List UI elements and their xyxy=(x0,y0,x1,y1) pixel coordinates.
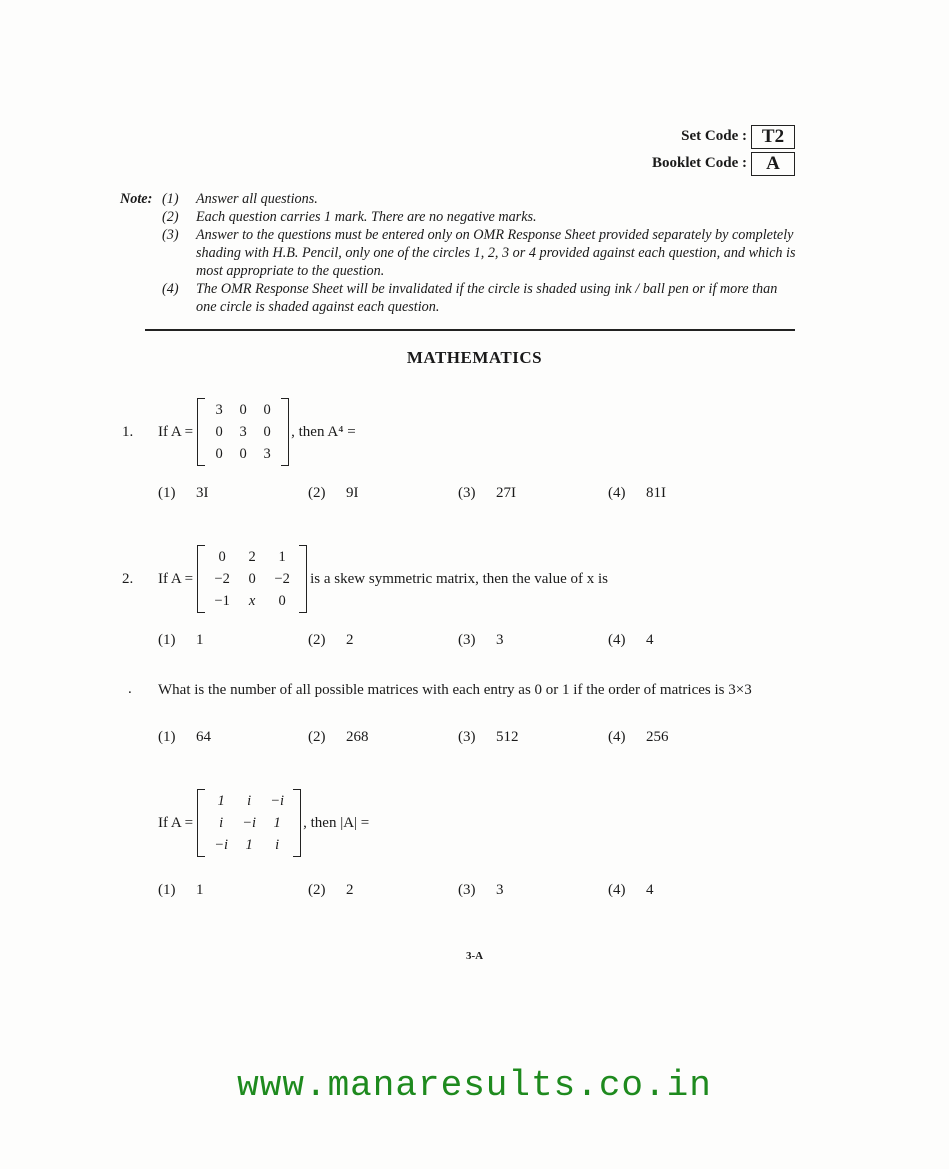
subject-title: MATHEMATICS xyxy=(406,348,543,367)
matrix-cell: 0 xyxy=(218,548,226,565)
option-number: (1) xyxy=(158,882,176,898)
option-text: 81I xyxy=(646,485,666,501)
matrix-cell: 0 xyxy=(239,445,247,462)
matrix-cell: −i xyxy=(214,836,229,853)
question-number: . xyxy=(128,681,132,697)
option-text: 512 xyxy=(496,729,519,745)
matrix-cell: 0 xyxy=(215,423,223,440)
question-text: What is the number of all possible matrices with each entry as 0 or 1 if the order of matrices is 3×3 xyxy=(158,682,752,698)
option-number: (4) xyxy=(608,882,626,898)
option xyxy=(608,729,758,746)
option xyxy=(608,485,758,502)
instructions xyxy=(120,190,800,316)
question-4 xyxy=(158,789,369,857)
matrix-cell: 0 xyxy=(263,423,271,440)
note-item xyxy=(120,280,800,316)
option-text: 3 xyxy=(496,632,504,648)
option-text: 1 xyxy=(196,632,204,648)
option xyxy=(158,729,308,746)
option-number: (1) xyxy=(158,729,176,745)
booklet-code-row xyxy=(652,150,795,177)
matrix-cell: 0 xyxy=(215,445,223,462)
matrix-cell: 0 xyxy=(278,592,286,609)
option xyxy=(458,485,608,502)
question-number: 2. xyxy=(122,570,134,587)
option-text: 4 xyxy=(646,882,654,898)
right-bracket xyxy=(293,789,301,857)
note-item xyxy=(120,208,800,226)
option-number: (1) xyxy=(158,485,176,501)
matrix-cell: 0 xyxy=(248,570,256,587)
option-text: 4 xyxy=(646,632,654,648)
matrix-cell: i xyxy=(247,792,252,809)
question-3 xyxy=(128,681,808,700)
right-bracket xyxy=(281,398,289,466)
option-text: 3 xyxy=(496,882,504,898)
note-number: (3) xyxy=(162,227,179,243)
question-suffix: , then |A| = xyxy=(303,814,370,831)
matrix-cell: −i xyxy=(242,814,257,831)
option-text: 256 xyxy=(646,729,669,745)
option-number: (3) xyxy=(458,729,476,745)
option-text: 2 xyxy=(346,632,354,648)
options-1 xyxy=(158,485,758,502)
question-2 xyxy=(122,545,608,613)
option xyxy=(458,729,608,746)
option-number: (4) xyxy=(608,632,626,648)
option-number: (4) xyxy=(608,485,626,501)
options-3 xyxy=(158,729,758,746)
set-code-label: Set Code : xyxy=(681,128,747,144)
note-text: Each question carries 1 mark. There are no negative marks. xyxy=(196,209,537,225)
option-number: (2) xyxy=(308,882,326,898)
question-prefix: If A = xyxy=(158,423,194,440)
exam-codes xyxy=(652,123,795,177)
matrix-cell: i xyxy=(219,814,224,831)
matrix xyxy=(197,789,301,857)
option-text: 268 xyxy=(346,729,369,745)
option-number: (1) xyxy=(158,632,176,648)
note-number: (2) xyxy=(162,209,179,225)
option-number: (3) xyxy=(458,632,476,648)
note-text: The OMR Response Sheet will be invalidated if the circle is shaded using ink / ball pen or if more than one circle is shaded against each question. xyxy=(196,281,778,315)
matrix-cell: −i xyxy=(270,792,285,809)
page-number: 3-A xyxy=(465,950,484,962)
option-number: (4) xyxy=(608,729,626,745)
option-text: 3I xyxy=(196,485,209,501)
question-1 xyxy=(122,398,356,466)
option xyxy=(308,882,458,899)
note-label: Note: xyxy=(120,191,153,207)
matrix-cell: 3 xyxy=(239,423,247,440)
matrix-cell: 3 xyxy=(263,445,271,462)
matrix-cell: −2 xyxy=(214,570,230,587)
option xyxy=(608,632,758,649)
matrix-cell: 1 xyxy=(273,814,281,831)
option-text: 27I xyxy=(496,485,516,501)
matrix-cell: 1 xyxy=(217,792,225,809)
question-prefix: If A = xyxy=(158,814,194,831)
option-number: (2) xyxy=(308,485,326,501)
left-bracket xyxy=(197,398,205,466)
question-suffix: is a skew symmetric matrix, then the value of x is xyxy=(310,570,608,587)
option xyxy=(458,632,608,649)
matrix xyxy=(197,398,289,466)
note-item xyxy=(120,190,800,208)
left-bracket xyxy=(197,545,205,613)
note-text: Answer all questions. xyxy=(196,191,318,207)
option xyxy=(308,485,458,502)
option xyxy=(308,729,458,746)
booklet-code-value: A xyxy=(751,152,795,176)
matrix-cell: 1 xyxy=(278,548,286,565)
question-prefix: If A = xyxy=(158,570,194,587)
note-number: (1) xyxy=(162,191,179,207)
matrix-cell: −1 xyxy=(214,592,230,609)
matrix-cell: 1 xyxy=(245,836,253,853)
matrix-cell: 0 xyxy=(263,401,271,418)
option xyxy=(158,632,308,649)
option-text: 9I xyxy=(346,485,359,501)
set-code-row xyxy=(652,123,795,150)
question-suffix: , then A⁴ = xyxy=(291,423,356,440)
matrix-cell: 2 xyxy=(248,548,256,565)
booklet-code-label: Booklet Code : xyxy=(652,155,747,171)
option-text: 64 xyxy=(196,729,211,745)
option xyxy=(458,882,608,899)
option-number: (3) xyxy=(458,485,476,501)
note-item xyxy=(120,226,800,280)
option-text: 1 xyxy=(196,882,204,898)
matrix-cell: i xyxy=(275,836,280,853)
divider xyxy=(145,329,795,331)
matrix-cell: 3 xyxy=(215,401,223,418)
matrix-cell: x xyxy=(248,592,256,609)
option-number: (2) xyxy=(308,632,326,648)
question-number: 1. xyxy=(122,423,134,440)
set-code-value: T2 xyxy=(751,125,795,149)
left-bracket xyxy=(197,789,205,857)
option xyxy=(158,485,308,502)
option xyxy=(158,882,308,899)
matrix xyxy=(197,545,307,613)
option-number: (3) xyxy=(458,882,476,898)
option xyxy=(608,882,758,899)
options-2 xyxy=(158,632,758,649)
matrix-cell: 0 xyxy=(239,401,247,418)
matrix-cell: −2 xyxy=(274,570,290,587)
options-4 xyxy=(158,882,758,899)
website-watermark: www.manaresults.co.in xyxy=(237,1065,712,1106)
right-bracket xyxy=(299,545,307,613)
note-number: (4) xyxy=(162,281,179,297)
option-number: (2) xyxy=(308,729,326,745)
note-text: Answer to the questions must be entered only on OMR Response Sheet provided separately by completely shading with H.B. Pencil, only one of the circles 1, 2, 3 or 4 provided against each question, and which is most appropriate to the question. xyxy=(196,227,796,279)
option xyxy=(308,632,458,649)
option-text: 2 xyxy=(346,882,354,898)
